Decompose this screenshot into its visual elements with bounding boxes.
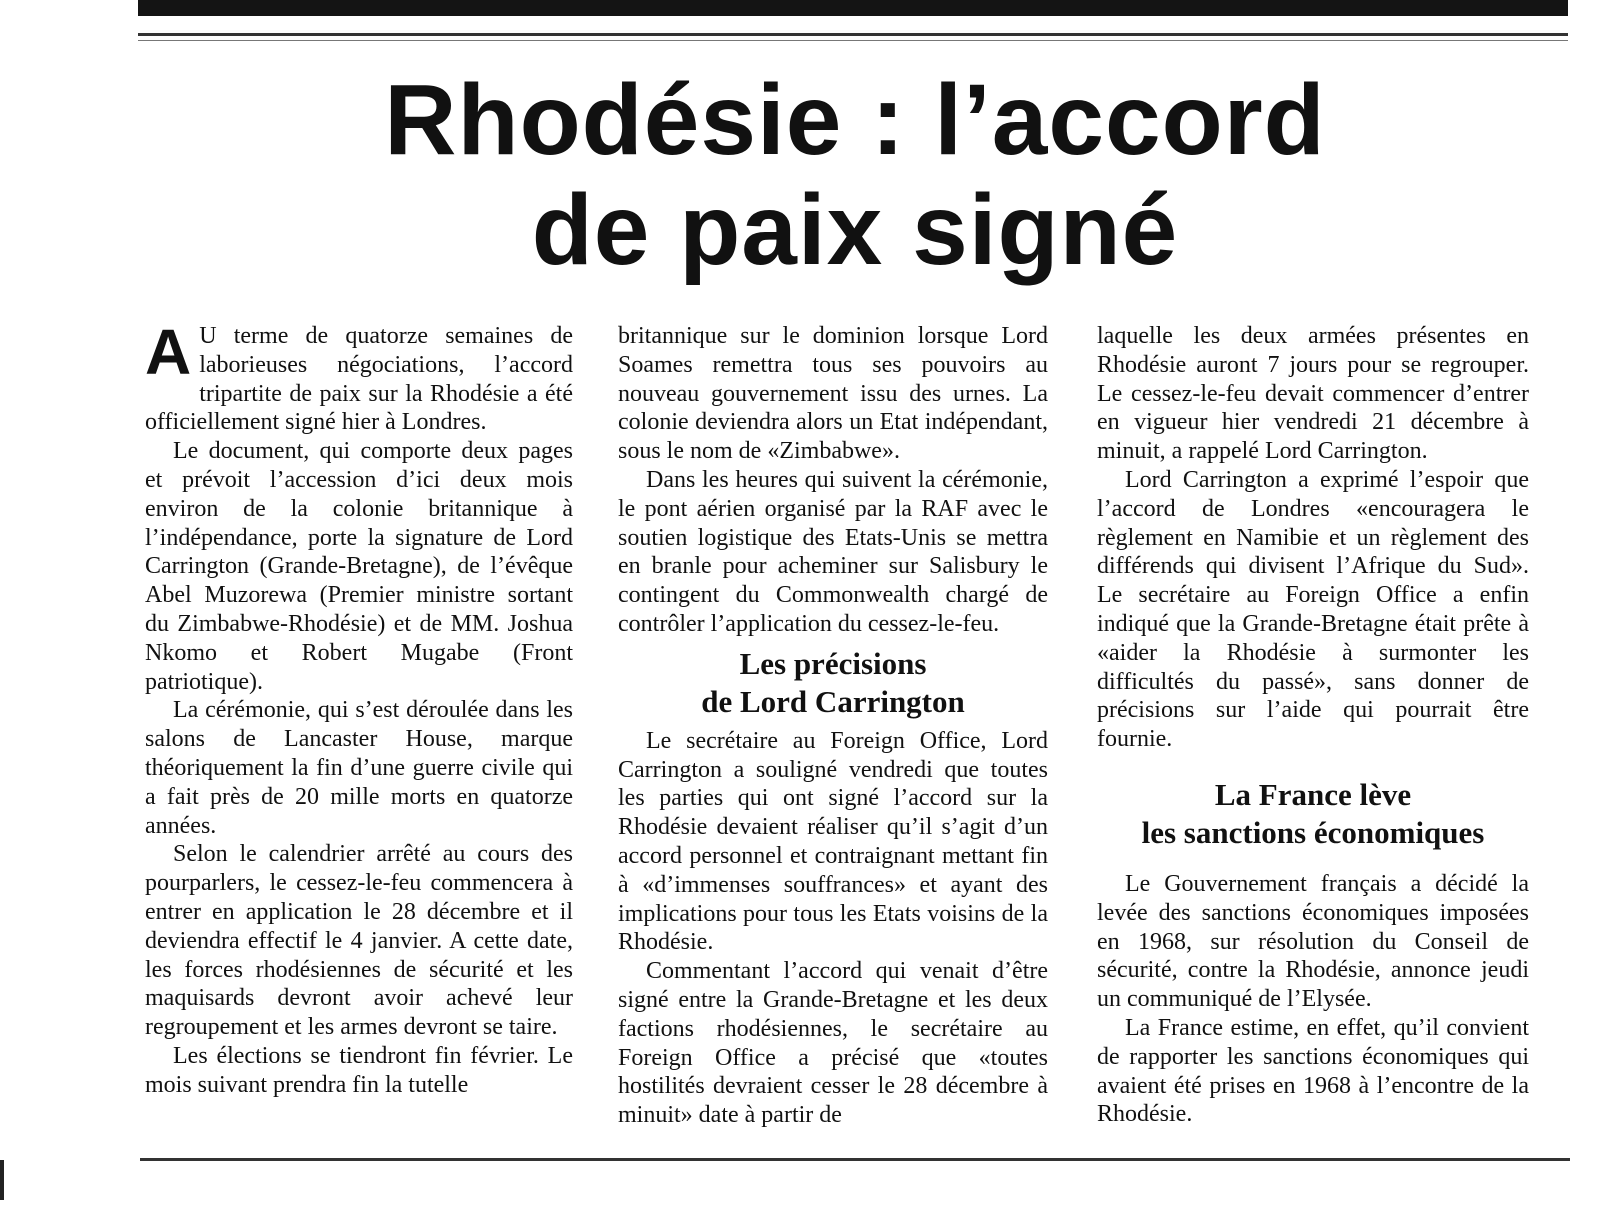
paragraph-6: britannique sur le dominion lorsque Lord Soames remettra tous ses pouvoirs au nouveau gouvernement issu des urnes. La colonie deviendra alors un Etat indépendant, sous le nom de «Zimbabwe». [618, 323, 1048, 465]
paragraph-11: Lord Carrington a exprimé l’espoir que l’accord de Londres «encouragera le règlement en Namibie et un règlement des différends qui divisent l’Afrique du Sud». Le secrétaire au Foreign Office a enfin indiqué que la Grande-Bretagne était prête à «aider la Rhodésie à surmonter les difficultés du passé», sans donner de précisions sur l’aide qui pourrait être fournie. [1097, 466, 1529, 753]
paragraph-3: La cérémonie, qui s’est déroulée dans les salons de Lancaster House, marque théoriquement la fin d’une guerre civile qui a fait près de 20 mille morts en quatorze années. [145, 697, 573, 839]
paragraph-12: Le Gouvernement français a décidé la levée des sanctions économiques imposées en 1968, sur résolution du Conseil de sécurité, contre la Rhodésie, annonce jeudi un communiqué de l’Elysée. [1097, 870, 1529, 1013]
headline-line-1: Rhodésie : l’accord [384, 64, 1326, 176]
top-rule-hairline [138, 40, 1568, 41]
paragraph-13: La France estime, en effet, qu’il convient de rapporter les sanctions économiques qui avaient été prises en 1968 à l’encontre de la Rhodésie. [1097, 1014, 1529, 1128]
paragraph-7: Dans les heures qui suivent la cérémonie, le pont aérien organisé par la RAF avec le soutien logistique des Etats-Unis se mettra en branle pour acheminer sur Salisbury le contingent du Commonwealth chargé de contrôler l’application du cessez-le-feu. [618, 466, 1048, 637]
article-column-1 [145, 316, 573, 1100]
top-rule-thin [138, 33, 1568, 36]
paragraph-10: laquelle les deux armées présentes en Rhodésie auront 7 jours pour se regrouper. Le cessez-le-feu devait commencer d’entrer en vigueur hier vendredi 21 décembre à minuit, a rappelé Lord Carrington. [1097, 323, 1529, 465]
article-column-3 [1097, 322, 1529, 1129]
subheading-france-line-1: La France lève [1214, 776, 1412, 812]
paragraph-2: Le document, qui comporte deux pages et prévoit l’accession d’ici deux mois environ de la colonie britannique à l’indépendance, porte la signature de Lord Carrington (Grande-Bretagne), de l’évêque Abel Muzorewa (Premier ministre sortant du Zimbabwe-Rhodésie) et de MM. Joshua Nkomo et Robert Mugabe (Front patriotique). [145, 438, 573, 695]
bottom-rule [140, 1158, 1570, 1161]
headline-line-2: de paix signé [531, 174, 1179, 286]
paragraph-4: Selon le calendrier arrêté au cours des pourparlers, le cessez-le-feu commencera à entrer en application le 28 décembre et il deviendra effectif le 4 janvier. A cette date, les forces rhodésiennes de sécurité et les maquisards devront avoir achevé leur regroupement et les armes devront se taire. [145, 841, 573, 1041]
article-headline [140, 65, 1570, 285]
subheading-france [1097, 776, 1529, 852]
drop-cap: A [145, 316, 192, 388]
paragraph-1-text: U terme de quatorze semaines de laborieuses négociations, l’accord tripartite de paix sur la Rhodésie a été officiellement signé hier à Londres. [145, 323, 573, 436]
subheading-carrington-line-1: Les précisions [739, 645, 927, 681]
subheading-carrington [618, 645, 1048, 721]
article-column-2 [618, 322, 1048, 1130]
paragraph-5: Les élections se tiendront fin février. Le mois suivant prendra fin la tutelle [145, 1042, 573, 1098]
paragraph-9: Commentant l’accord qui venait d’être signé entre la Grande-Bretagne et les deux factions rhodésiennes, le secrétaire au Foreign Office a précisé que «toutes hostilités devraient cesser le 28 décembre à minuit» date à partir de [618, 958, 1048, 1129]
top-rule-thick [138, 0, 1568, 16]
paragraph-1 [145, 316, 573, 437]
paragraph-8: Le secrétaire au Foreign Office, Lord Carrington a souligné vendredi que toutes les parties qui ont signé l’accord sur la Rhodésie devaient réaliser qu’il s’agit d’un accord personnel et contraignant mettant fin à «d’immenses souffrances» et ayant des implications pour tous les Etats voisins de la Rhodésie. [618, 727, 1048, 956]
scan-edge-mark [0, 1160, 4, 1200]
subheading-carrington-line-2: de Lord Carrington [701, 683, 965, 719]
subheading-france-line-2: les sanctions économiques [1141, 814, 1485, 850]
